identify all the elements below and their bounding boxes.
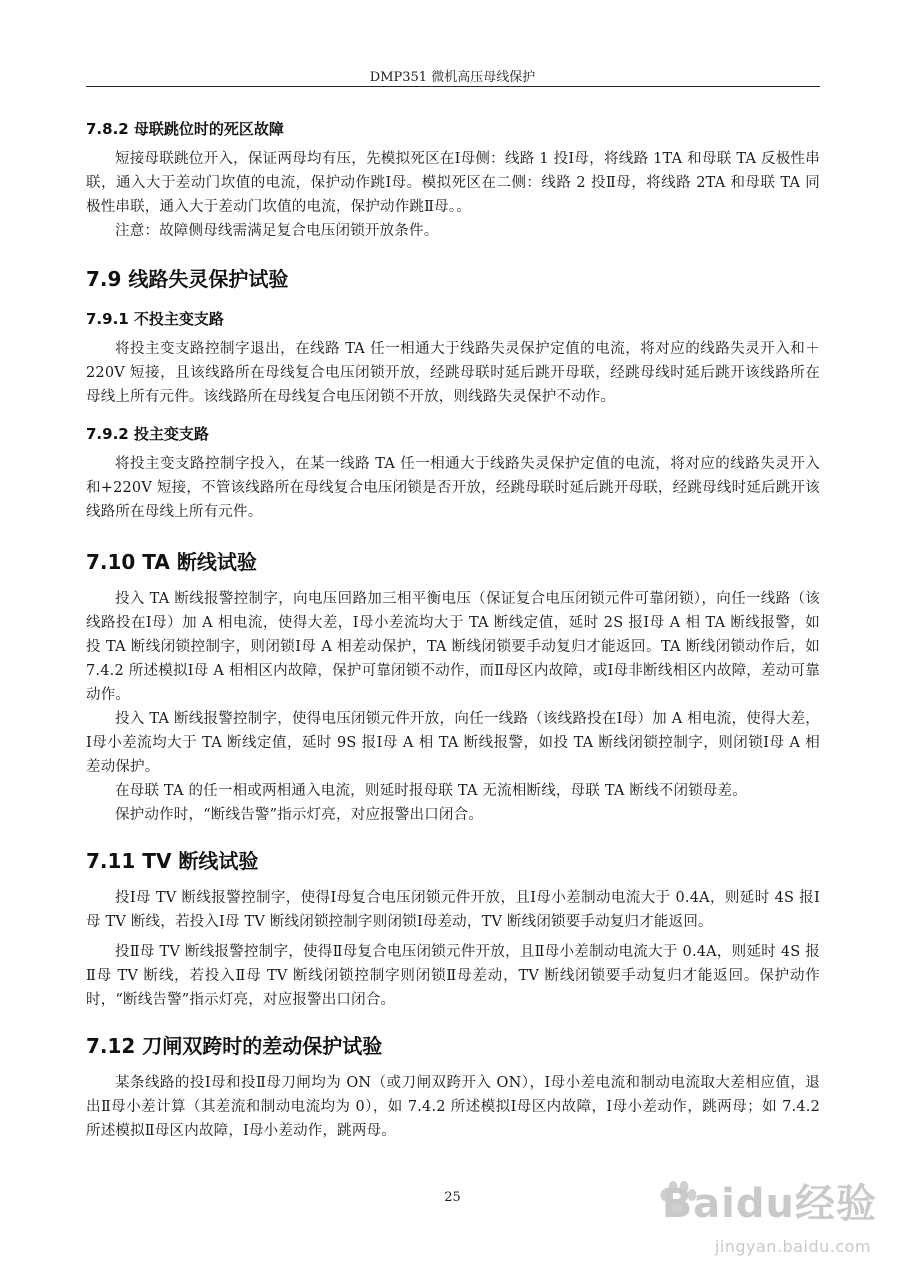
heading-7-10: 7.10 TA 断线试验 — [86, 550, 257, 574]
heading-7-9: 7.9 线路失灵保护试验 — [86, 267, 289, 291]
heading-7-9-2: 7.9.2 投主变支路 — [86, 425, 209, 443]
paragraph-7-8-2-note: 注意：故障侧母线需满足复合电压闭锁开放条件。 — [115, 223, 439, 239]
paragraph-7-10-3: 在母联 TA 的任一相或两相通入电流，则延时报母联 TA 无流相断线，母联 TA 断线不闭锁母差。 — [115, 783, 748, 799]
paragraph-7-10-2: 投入 TA 断线报警控制字，使得电压闭锁元件开放，向任一线路（该线路投在Ⅰ母）加 A 相电流，使得大差，Ⅰ母小差流均大于 TA 断线定值，延时 9S 报Ⅰ母 A 相 TA 断线报警，如投 TA 断线闭锁控制字，则闭锁Ⅰ母 A 相差动保护。 — [86, 711, 820, 775]
watermark-url: jingyan.baidu.com — [714, 1237, 871, 1256]
paragraph-7-8-2-1: 短接母联跳位开入，保证两母均有压，先模拟死区在Ⅰ母侧：线路 1 投Ⅰ母，将线路 1TA 和母联 TA 反极性串联，通入大于差动门坎值的电流，保护动作跳Ⅰ母。模拟死区在二侧：线路 2 投Ⅱ母，将线路 2TA 和母联 TA 同极性串联，通入大于差动门坎值的电流，保护动作跳Ⅱ母。。 — [86, 151, 820, 215]
baidu-jingyan-watermark — [647, 1172, 877, 1262]
heading-7-12: 7.12 刀闸双跨时的差动保护试验 — [86, 1034, 383, 1058]
paragraph-7-12: 某条线路的投Ⅰ母和投Ⅱ母刀闸均为 ON（或刀闸双跨开入 ON），Ⅰ母小差电流和制动电流取大差相应值，退出Ⅱ母小差计算（其差流和制动电流均为 0），如 7.4.2 所述模拟Ⅰ母区内故障，Ⅰ母小差动作，跳两母；如 7.4.2 所述模拟Ⅱ母区内故障，Ⅰ母小差动作，跳两母。 — [86, 1075, 820, 1139]
page-content — [86, 116, 820, 1143]
paragraph-7-11-1: 投Ⅰ母 TV 断线报警控制字，使得Ⅰ母复合电压闭锁元件开放，且Ⅰ母小差制动电流大于 0.4A，则延时 4S 报Ⅰ母 TV 断线，若投入Ⅰ母 TV 断线闭锁控制字则闭锁Ⅰ母差动，TV 断线闭锁要手动复归才能返回。 — [86, 890, 820, 930]
paragraph-7-10-1: 投入 TA 断线报警控制字，向电压回路加三相平衡电压（保证复合电压闭锁元件可靠闭锁），向任一线路（该线路投在Ⅰ母）加 A 相电流，使得大差，Ⅰ母小差流均大于 TA 断线定值，延时 2S 报Ⅰ母 A 相 TA 断线报警，如投 TA 断线闭锁控制字，则闭锁Ⅰ母 A 相差动保护，TA 断线闭锁要手动复归才能返回。TA 断线闭锁动作后，如 7.4.2 所述模拟Ⅰ母 A 相相区内故障，保护可靠闭锁不动作，而Ⅱ母区内故障，或Ⅰ母非断线相区内故障，差动可靠动作。 — [86, 591, 820, 703]
heading-7-8-2: 7.8.2 母联跳位时的死区故障 — [86, 120, 284, 138]
paragraph-7-9-1: 将投主变支路控制字退出，在线路 TA 任一相通大于线路失灵保护定值的电流，将对应的线路失灵开入和＋220V 短接，且该线路所在母线复合电压闭锁开放，经跳母联时延后跳开母联，经跳母线时延后跳开该线路所在母线上所有元件。该线路所在母线复合电压闭锁不开放，则线路失灵保护不动作。 — [86, 341, 820, 405]
paragraph-7-9-2: 将投主变支路控制字投入，在某一线路 TA 任一相通大于线路失灵保护定值的电流，将对应的线路失灵开入和+220V 短接，不管该线路所在母线复合电压闭锁是否开放，经跳母联时延后跳开母联，经跳母线时延后跳开该线路所在母线上所有元件。 — [86, 456, 820, 520]
running-header: DMP351 微机高压母线保护 — [369, 70, 536, 85]
heading-7-9-1: 7.9.1 不投主变支路 — [86, 310, 224, 328]
heading-7-11: 7.11 TV 断线试验 — [86, 849, 259, 873]
page-number: 25 — [444, 1190, 461, 1205]
paragraph-7-10-4: 保护动作时，“断线告警”指示灯亮，对应报警出口闭合。 — [115, 807, 484, 823]
paragraph-7-11-2: 投Ⅱ母 TV 断线报警控制字，使得Ⅱ母复合电压闭锁元件开放，且Ⅱ母小差制动电流大于 0.4A，则延时 4S 报Ⅱ母 TV 断线，若投入Ⅱ母 TV 断线闭锁控制字则闭锁Ⅱ母差动，TV 断线闭锁要手动复归才能返回。保护动作时，“断线告警”指示灯亮，对应报警出口闭合。 — [86, 944, 820, 1008]
watermark-logo-text: Baidu经验 — [661, 1181, 877, 1227]
header-rule — [86, 86, 820, 87]
